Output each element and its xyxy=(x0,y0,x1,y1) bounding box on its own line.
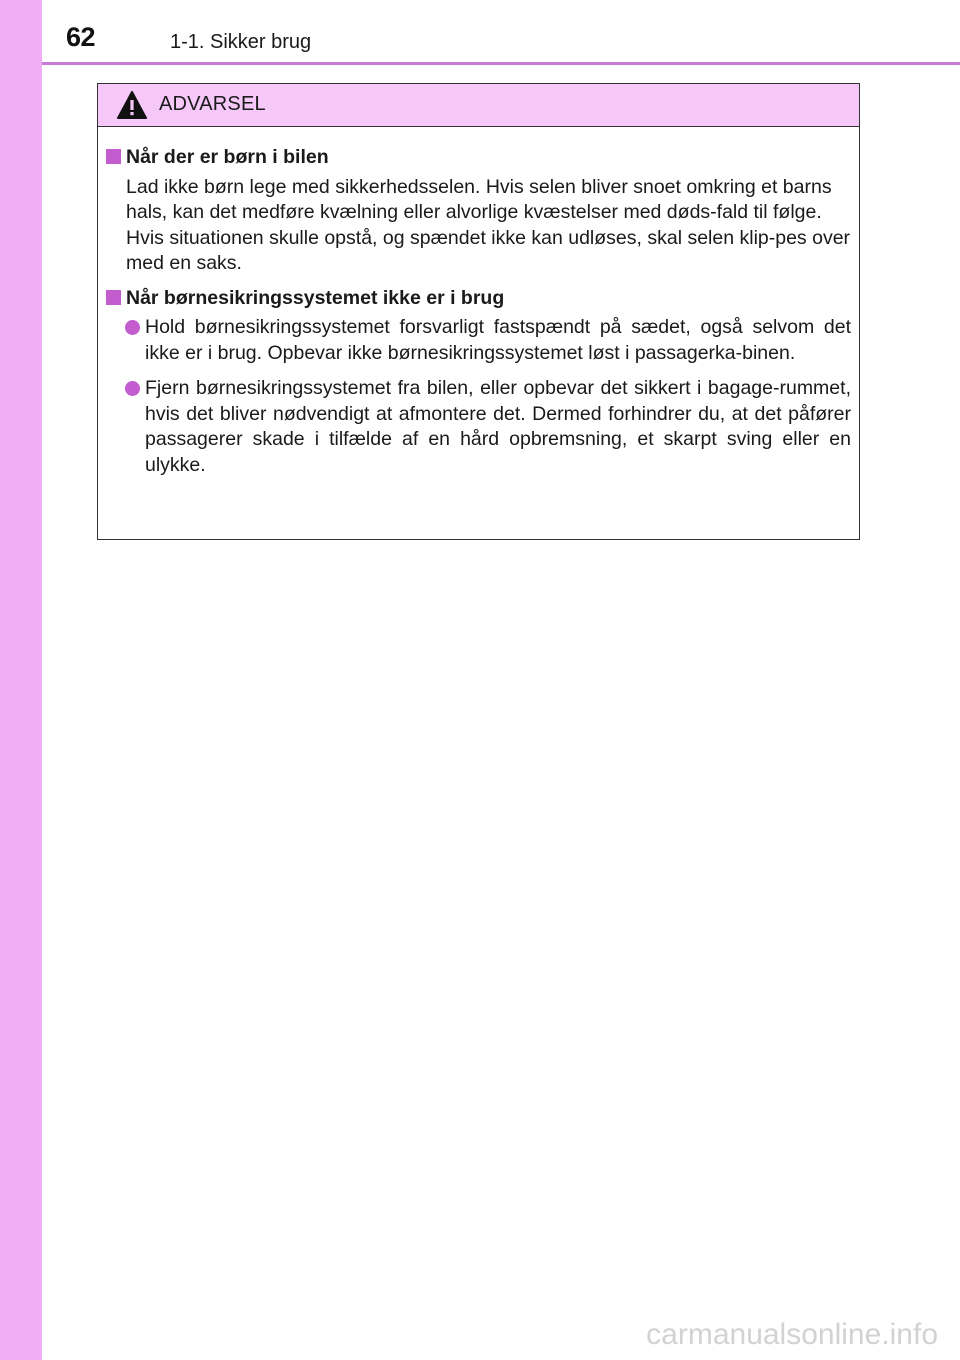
warning-header xyxy=(98,84,859,127)
side-tab-bar xyxy=(0,0,42,1360)
square-bullet-icon xyxy=(106,290,121,305)
warning-title: ADVARSEL xyxy=(159,93,266,115)
paragraph: Hvis situationen skulle opstå, og spændet ikke kan udløses, skal selen klip-pes over med en saks. xyxy=(126,226,851,274)
page-number: 62 xyxy=(66,22,96,52)
header-rule xyxy=(42,62,960,65)
list-item: Hold børnesikringssystemet forsvarligt fastspændt på sædet, også selvom det ikke er i brug. Opbevar ikke børnesikringssystemet løst i passagerka-binen. xyxy=(106,315,851,366)
warning-body xyxy=(98,127,859,478)
paragraph: Lad ikke børn lege med sikkerhedsselen. Hvis selen bliver snoet omkring et barns hals, kan det medføre kvælning eller alvorlige kvæstelser med døds-fald til følge. xyxy=(126,175,832,223)
section-heading: Når børnesikringssystemet ikke er i brug xyxy=(106,286,851,312)
circle-bullet-icon xyxy=(125,381,140,396)
watermark: carmanualsonline.info xyxy=(646,1318,938,1351)
square-bullet-icon xyxy=(106,149,121,164)
warning-triangle-icon xyxy=(116,90,148,120)
section-title: 1-1. Sikker brug xyxy=(170,31,312,53)
section-heading: Når der er børn i bilen xyxy=(106,145,851,171)
circle-bullet-icon xyxy=(125,320,140,335)
warning-box xyxy=(97,83,860,540)
list-item: Fjern børnesikringssystemet fra bilen, eller opbevar det sikkert i bagage-rummet, hvis det bliver nødvendigt at afmontere det. Dermed forhindrer du, at det påfører passagerer skade i tilfælde af en hård opbremsning, et skarpt sving eller en ulykke. xyxy=(106,376,851,478)
